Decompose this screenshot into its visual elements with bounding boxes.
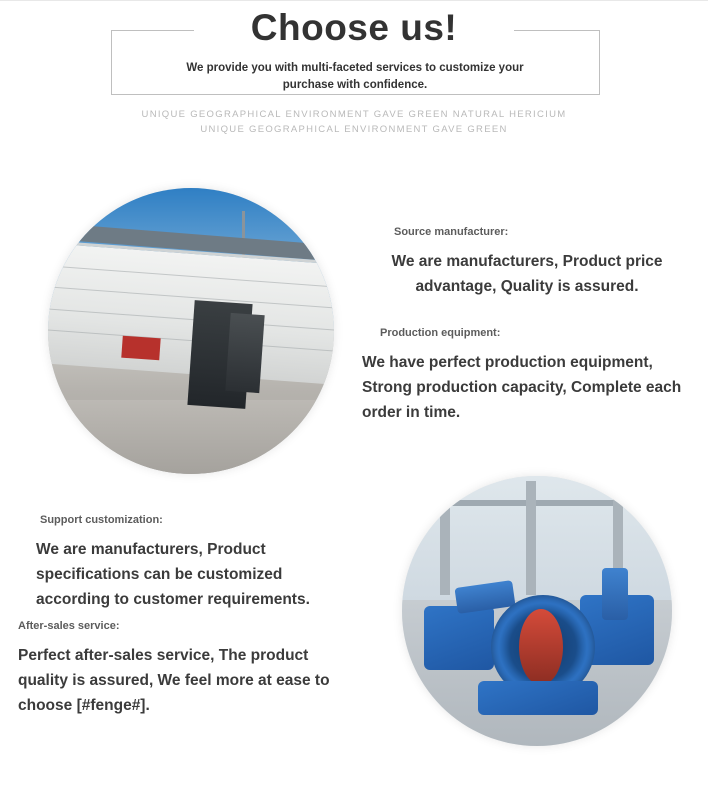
kicker-source-manufacturer: Source manufacturer: (394, 226, 509, 238)
factory-building-photo (48, 188, 334, 474)
fan-duct-right (602, 568, 628, 620)
factory-illustration (48, 188, 334, 474)
body-after-sales-service: Perfect after-sales service, The product quality is assured, We feel more at ease to choose [#fenge#]. (18, 647, 330, 714)
section-support-customization (18, 512, 348, 612)
section-top-text (362, 224, 692, 425)
header-subtitle: We provide you with multi-faceted services to customize your purchase with confidence. (186, 62, 524, 91)
section-bottom (0, 466, 708, 796)
kicker-after-sales-service: After-sales service: (18, 620, 120, 632)
fans-illustration (402, 476, 672, 746)
header-caption (0, 107, 708, 137)
section-after-sales-service (18, 618, 358, 718)
factory-door-secondary (225, 313, 264, 393)
red-sign (122, 335, 161, 360)
body-source-manufacturer: We are manufacturers, Product price advantage, Quality is assured. (391, 253, 663, 295)
header-caption-line-2: UNIQUE GEOGRAPHICAL ENVIRONMENT GAVE GREEN (200, 124, 508, 135)
section-top (0, 136, 708, 466)
page-title: Choose us! (194, 6, 514, 50)
blue-centrifugal-fans-photo (402, 476, 672, 746)
body-support-customization: We are manufacturers, Product specifications can be customized according to customer requirements. (36, 541, 310, 608)
page-header (0, 1, 708, 136)
road-area (48, 400, 334, 474)
header-caption-line-1: UNIQUE GEOGRAPHICAL ENVIRONMENT GAVE GREEN NATURAL HERICIUM (141, 109, 567, 120)
kicker-support-customization: Support customization: (40, 514, 163, 526)
fan-base-center (478, 681, 598, 715)
kicker-production-equipment: Production equipment: (380, 327, 501, 339)
fan-unit-left (424, 606, 494, 670)
body-production-equipment: We have perfect production equipment, Strong production capacity, Complete each order in time. (362, 354, 682, 421)
